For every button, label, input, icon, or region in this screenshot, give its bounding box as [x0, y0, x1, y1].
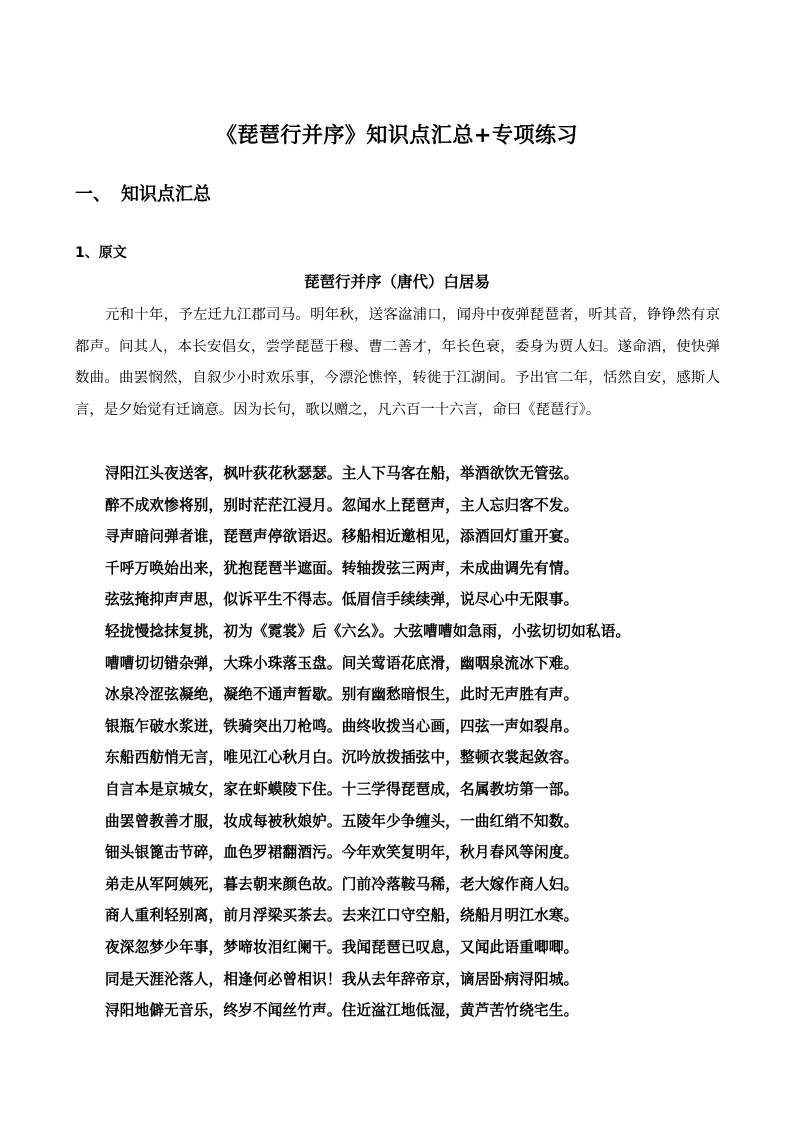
- verse-line: 同是天涯沦落人，相逢何必曾相识！我从去年辞帝京，谪居卧病浔阳城。: [105, 970, 579, 988]
- poem-preface: 元和十年，予左迁九江郡司马。明年秋，送客湓浦口，闻舟中夜弹琵琶者，听其音，铮铮然有京都声。问其人，本长安倡女，尝学琵琶于穆、曹二善才，年长色衰，委身为贾人妇。遂命酒，使快弹数曲。曲罢悯然，自叙少小时欢乐事，今漂沦憔悴，转徙于江湖间。予出官二年，恬然自安，感斯人言，是夕始觉有迁谪意。因为长句，歌以赠之，凡六百一十六言，命曰《琵琶行》。: [75, 307, 720, 418]
- verse-line: 浔阳江头夜送客，枫叶荻花秋瑟瑟。主人下马客在船，举酒欲饮无管弦。: [105, 465, 579, 482]
- verse-line: 自言本是京城女，家在虾蟆陵下住。十三学得琵琶成，名属教坊第一部。: [105, 780, 579, 798]
- verse-line: 千呼万唤始出来，犹抱琵琶半遮面。转轴拨弦三两声，未成曲调先有情。: [105, 559, 579, 577]
- verse-line: 嘈嘈切切错杂弹，大珠小珠落玉盘。间关莺语花底滑，幽咽泉流冰下难。: [105, 654, 579, 672]
- verse-line: 寻声暗问弹者谁，琵琶声停欲语迟。移船相近邀相见，添酒回灯重开宴。: [105, 528, 579, 546]
- poem-verses: [105, 458, 735, 1027]
- verse-line: 夜深忽梦少年事，梦啼妆泪红阑干。我闻琵琶已叹息，又闻此语重唧唧。: [105, 938, 579, 956]
- verse-line: 钿头银篦击节碎，血色罗裙翻酒污。今年欢笑复明年，秋月春风等闲度。: [105, 844, 579, 862]
- verse-line: 曲罢曾教善才服，妆成每被秋娘妒。五陵年少争缠头，一曲红绡不知数。: [105, 812, 579, 830]
- document-title: 《琵琶行并序》知识点汇总+专项练习: [215, 123, 579, 147]
- poem-title: 琵琶行并序（唐代）白居易: [303, 273, 490, 291]
- verse-line: 银瓶乍破水浆迸，铁骑突出刀枪鸣。曲终收拨当心画，四弦一声如裂帛。: [105, 717, 579, 735]
- verse-line: 商人重利轻别离，前月浮梁买茶去。去来江口守空船，绕船月明江水寒。: [105, 907, 579, 925]
- verse-line: 弦弦掩抑声声思，似诉平生不得志。低眉信手续续弹，说尽心中无限事。: [105, 591, 579, 609]
- verse-line: 轻拢慢捻抹复挑，初为《霓裳》后《六幺》。大弦嘈嘈如急雨，小弦切切如私语。: [105, 622, 631, 640]
- verse-line: 弟走从军阿姨死，暮去朝来颜色故。门前冷落鞍马稀，老大嫁作商人妇。: [105, 875, 579, 893]
- section-number: 一、: [75, 184, 111, 205]
- verse-line: 醉不成欢惨将别，别时茫茫江浸月。忽闻水上琵琶声，主人忘归客不发。: [105, 496, 579, 514]
- verse-line: 东船西舫悄无言，唯见江心秋月白。沉吟放拨插弦中，整顿衣裳起敛容。: [105, 749, 579, 767]
- section-label: 知识点汇总: [121, 184, 211, 205]
- verse-line: 冰泉冷涩弦凝绝，凝绝不通声暂歇。别有幽愁暗恨生，此时无声胜有声。: [105, 686, 579, 704]
- subsection-heading: 1、原文: [75, 245, 127, 261]
- section-heading: [75, 182, 211, 208]
- verse-line: 浔阳地僻无音乐，终岁不闻丝竹声。住近湓江地低湿，黄芦苦竹绕宅生。: [105, 1002, 579, 1020]
